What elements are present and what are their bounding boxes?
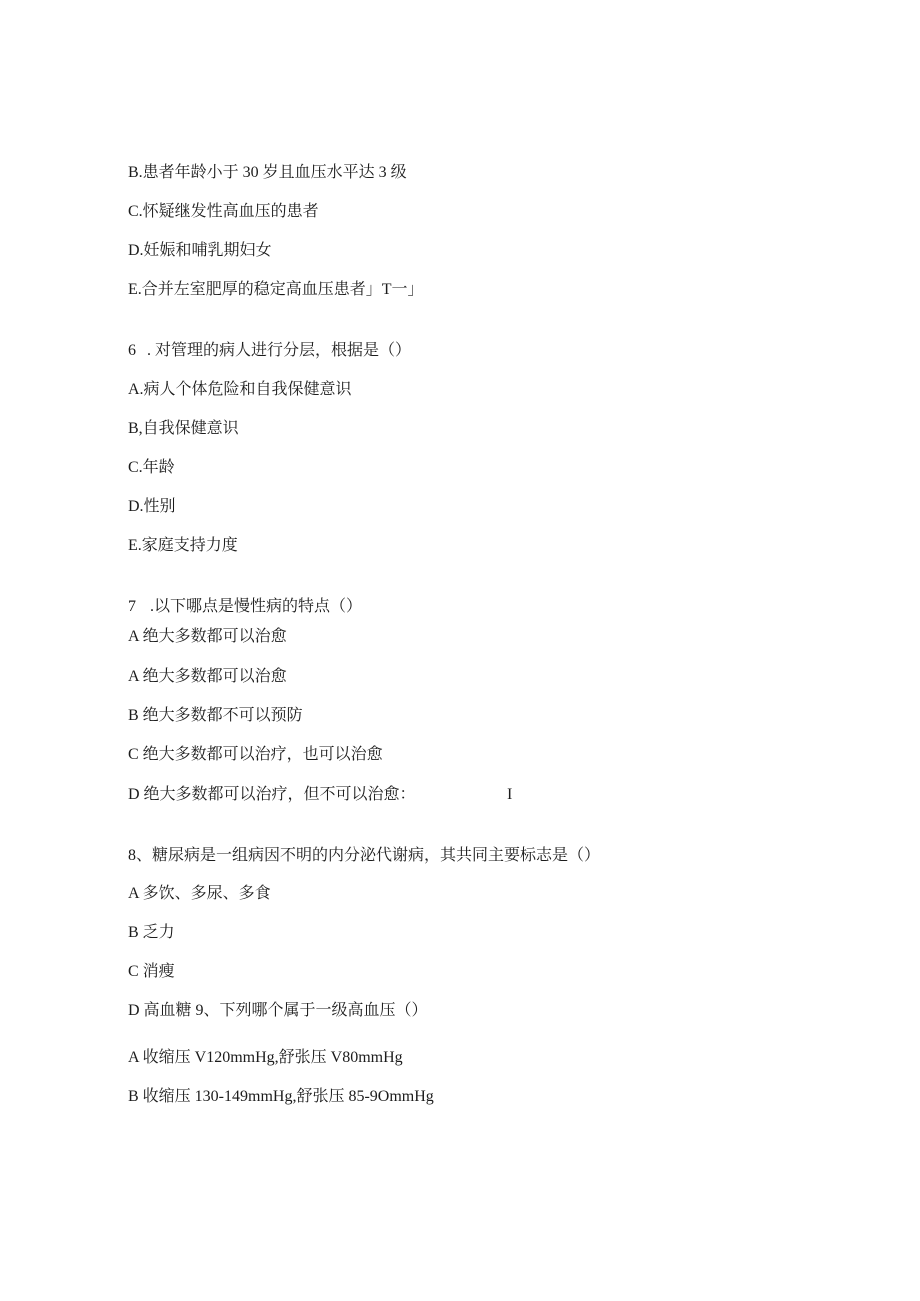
q6-option-b: B,自我保健意识 (128, 420, 239, 437)
q7-option-a-first: A 绝大多数都可以治愈 (128, 628, 287, 645)
q6-option-e: E.家庭支持力度 (128, 537, 238, 554)
q7-question (128, 597, 362, 617)
q6-option-c: C.年龄 (128, 459, 175, 476)
q9-option-a: A 收缩压 V120mmHg,舒张压 V80mmHg (128, 1049, 403, 1066)
q6-option-a: A.病人个体危险和自我保健意识 (128, 381, 352, 398)
q5-option-e: E.合并左室肥厚的稳定高血压患者」T一」 (128, 281, 424, 298)
q7-option-d: D 绝大多数都可以治疗，但不可以治愈： (128, 786, 416, 803)
q6-option-d: D.性别 (128, 498, 176, 515)
q6-number: 6 (128, 342, 136, 359)
q6-stem: . 对管理的病人进行分层，根据是（） (147, 342, 412, 359)
q7-option-b: B 绝大多数都不可以预防 (128, 707, 303, 724)
q7-option-c: C 绝大多数都可以治疗，也可以治愈 (128, 746, 383, 763)
q8-option-d-and-q9-question: D 高血糖 9、下列哪个属于一级高血压（） (128, 1002, 428, 1019)
q7-stem: .以下哪点是慢性病的特点（） (150, 598, 363, 615)
q8-question: 8、糖尿病是一组病因不明的内分泌代谢病，其共同主要标志是（） (128, 847, 601, 864)
q6-question (128, 341, 411, 361)
q8-option-c: C 消瘦 (128, 963, 175, 980)
q7-number: 7 (128, 598, 136, 615)
stray-mark: I (507, 786, 513, 803)
q9-option-b: B 收缩压 130-149mmHg,舒张压 85-9OmmHg (128, 1088, 434, 1105)
q8-option-a: A 多饮、多尿、多食 (128, 885, 271, 902)
q5-option-d: D.妊娠和哺乳期妇女 (128, 242, 272, 259)
q7-option-a-second: A 绝大多数都可以治愈 (128, 668, 287, 685)
q5-option-c: C.怀疑继发性高血压的患者 (128, 203, 319, 220)
q8-option-b: B 乏力 (128, 924, 175, 941)
q5-option-b: B.患者年龄小于 30 岁且血压水平达 3 级 (128, 164, 407, 181)
